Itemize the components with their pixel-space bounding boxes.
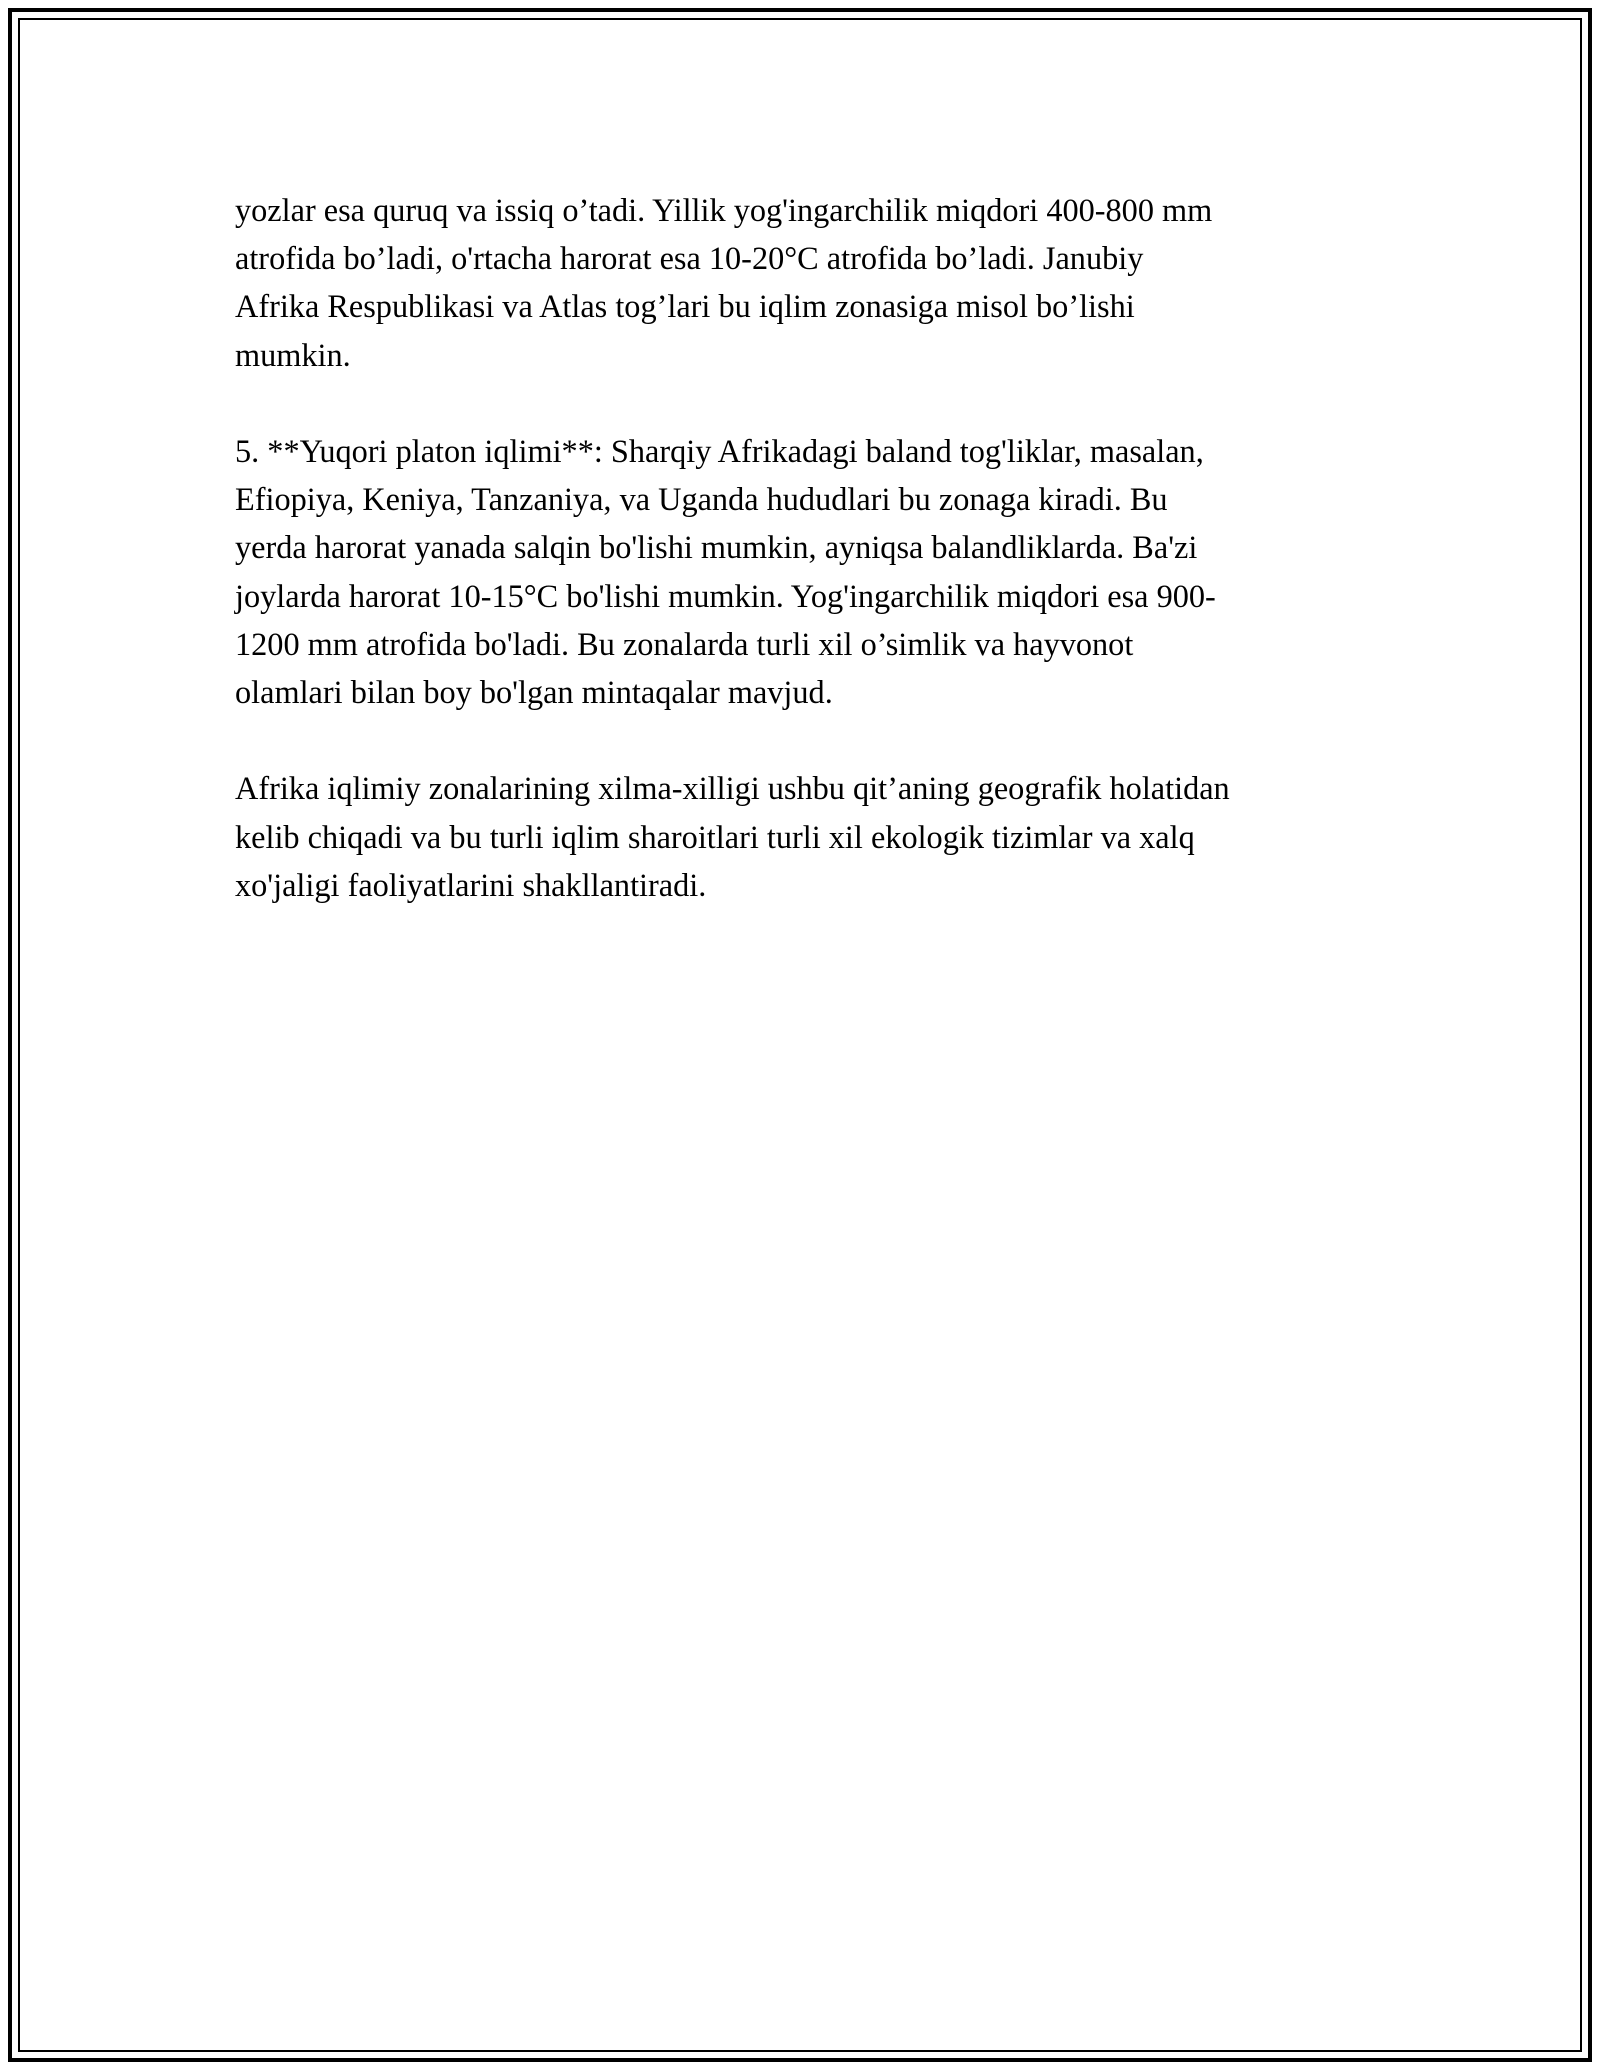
document-body bbox=[235, 186, 1375, 957]
paragraph-highland-climate: 5. **Yuqori platon iqlimi**: Sharqiy Afrikadagi baland tog'liklar, masalan, Efiopiya, Keniya, Tanzaniya, va Uganda hududlari bu zonaga kiradi. Bu yerda harorat yanada salqin bo'lishi mumkin, ayniqsa balandliklarda. Ba'zi joylarda harorat 10-15°C bo'lishi mumkin. Yog'ingarchilik miqdori esa 900- 1200 mm atrofida bo'ladi. Bu zonalarda turli xil o’simlik va hayvonot olamlari bilan boy bo'lgan mintaqalar mavjud. bbox=[235, 433, 1216, 711]
paragraph-conclusion: Afrika iqlimiy zonalarining xilma-xilligi ushbu qit’aning geografik holatidan kelib chiqadi va bu turli iqlim sharoitlari turli xil ekologik tizimlar va xalq xo'jaligi faoliyatlarini shakllantiradi. bbox=[235, 770, 1230, 903]
paragraph-climate-continuation: yozlar esa quruq va issiq o’tadi. Yillik yog'ingarchilik miqdori 400-800 mm atrofida bo’ladi, o'rtacha harorat esa 10-20°C atrofida bo’ladi. Janubiy Afrika Respublikasi va Atlas tog’lari bu iqlim zonasiga misol bo’lishi mumkin. bbox=[235, 192, 1213, 373]
